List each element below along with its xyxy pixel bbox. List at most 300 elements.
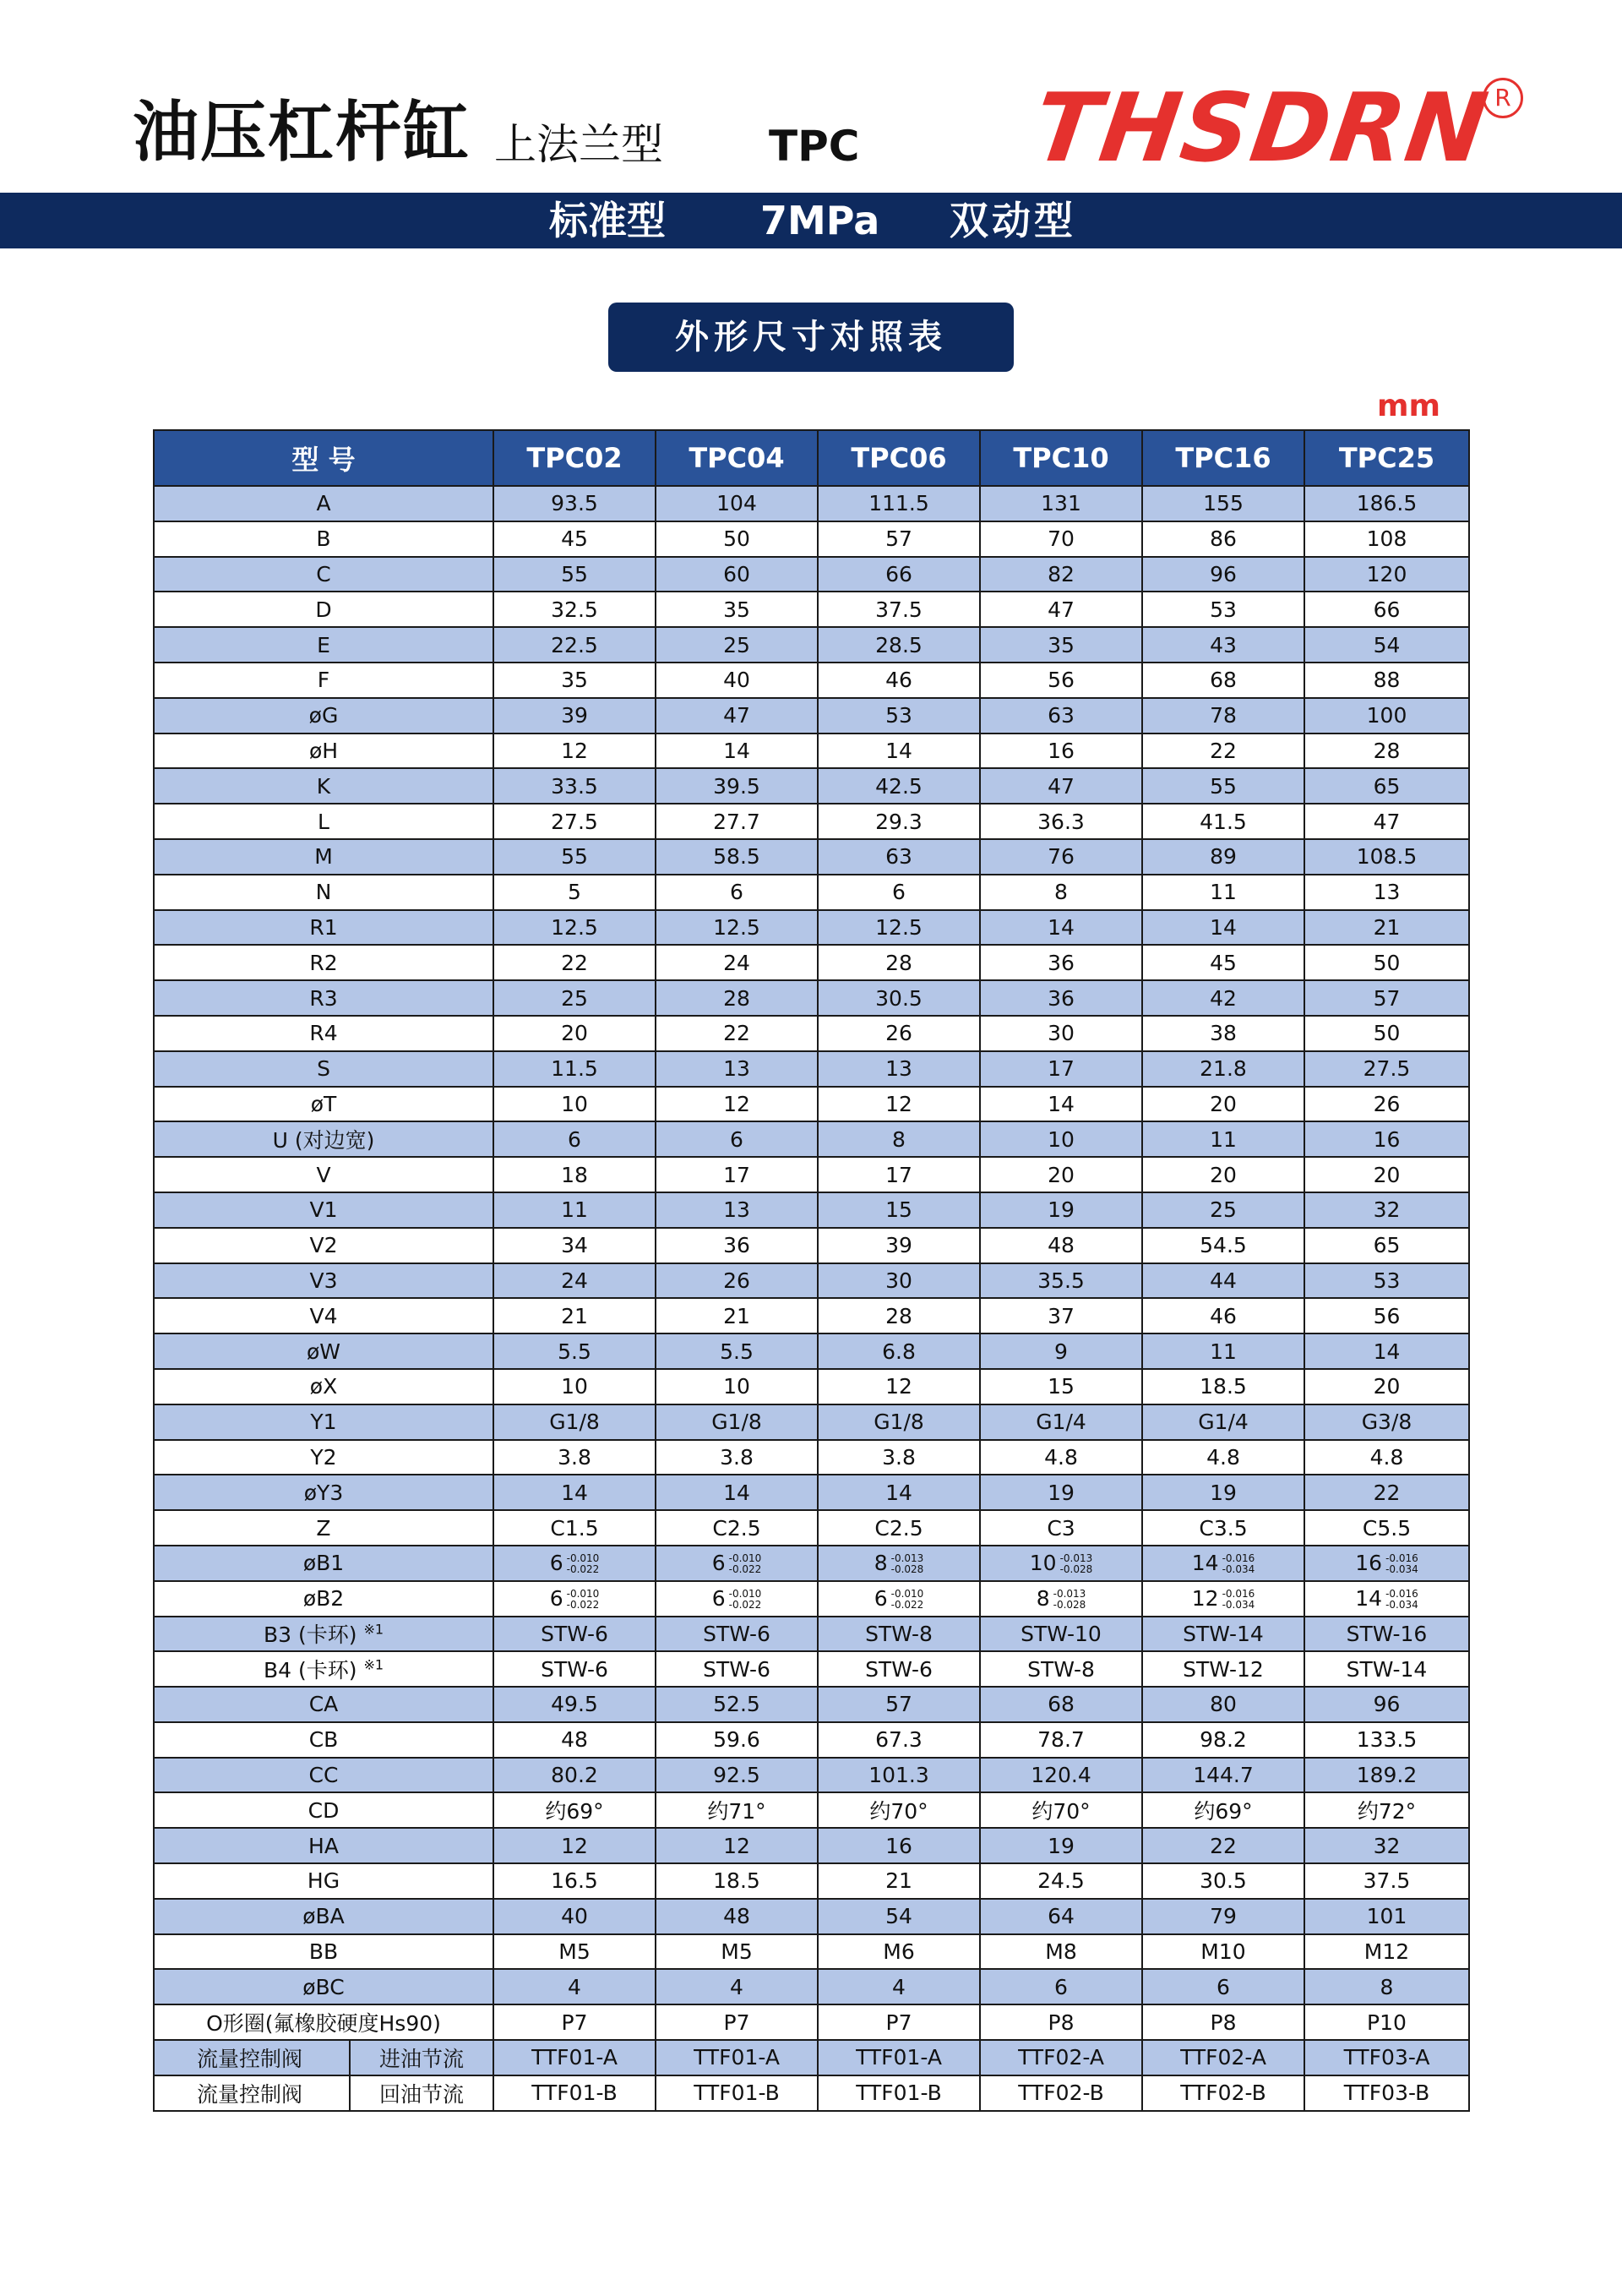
table-row [154, 1617, 1469, 1652]
table-cell: 70 [980, 521, 1142, 557]
table-cell: 20 [980, 1157, 1142, 1192]
table-cell: 28 [1304, 734, 1469, 769]
table-cell [656, 1581, 818, 1617]
table-cell: 28 [656, 980, 818, 1016]
tolerance-lower: -0.028 [890, 1563, 924, 1576]
table-cell: TTF01-B [493, 2075, 656, 2111]
row-label-text: L [318, 809, 329, 834]
cell-value: 10 [1029, 1551, 1057, 1576]
row-label: 流量控制阀 [154, 2075, 350, 2111]
table-cell: 36 [980, 980, 1142, 1016]
table-cell [980, 1581, 1142, 1617]
row-label-text: F [317, 668, 330, 693]
table-cell: 28 [818, 1298, 980, 1333]
table-cell: 49.5 [493, 1687, 656, 1722]
table-cell: 42 [1142, 980, 1304, 1016]
tolerance-lower: -0.034 [1385, 1599, 1418, 1612]
table-row [154, 1722, 1469, 1758]
table-cell: 65 [1304, 1228, 1469, 1263]
table-cell: 92.5 [656, 1758, 818, 1793]
table-cell: 17 [980, 1051, 1142, 1087]
table-row [154, 663, 1469, 698]
row-label-text: V2 [309, 1233, 338, 1258]
table-cell: STW-16 [1304, 1617, 1469, 1652]
table-cell: 3.8 [656, 1440, 818, 1475]
table-cell: 11 [493, 1192, 656, 1228]
row-label [154, 1687, 493, 1722]
product-code: TPC [769, 122, 860, 171]
table-cell: 19 [980, 1192, 1142, 1228]
row-label [154, 1934, 493, 1970]
table-cell: 11 [1142, 1333, 1304, 1369]
table-cell: 25 [1142, 1192, 1304, 1228]
tolerance-lower: -0.022 [728, 1599, 762, 1612]
row-label [154, 1828, 493, 1863]
row-label [154, 1651, 493, 1687]
table-title: 外形尺寸对照表 [608, 303, 1014, 372]
band-action: 双动型 [950, 198, 1076, 243]
tolerance-lower: -0.028 [1059, 1563, 1093, 1576]
table-cell: TTF01-B [818, 2075, 980, 2111]
table-cell: 24 [656, 945, 818, 980]
tolerance-lower: -0.034 [1385, 1563, 1418, 1576]
table-cell [818, 1581, 980, 1617]
row-label [154, 875, 493, 910]
row-label-text: A [316, 491, 331, 516]
table-cell: 19 [980, 1828, 1142, 1863]
page-title: 油压杠杆缸 [133, 95, 471, 171]
table-cell: 14 [656, 734, 818, 769]
row-label-text: S [317, 1056, 330, 1082]
table-cell: 14 [1304, 1333, 1469, 1369]
table-cell: 58.5 [656, 839, 818, 875]
table-cell: 6 [656, 875, 818, 910]
table-cell: 41.5 [1142, 804, 1304, 839]
table-cell: 20 [1304, 1369, 1469, 1404]
table-cell: C3 [980, 1510, 1142, 1546]
table-cell: 56 [1304, 1298, 1469, 1333]
table-cell: P7 [656, 2004, 818, 2040]
row-label [154, 1792, 493, 1828]
row-label-text: HG [307, 1868, 340, 1894]
table-cell: TTF01-A [493, 2040, 656, 2075]
table-cell: 11.5 [493, 1051, 656, 1087]
table-cell: 50 [1304, 1016, 1469, 1051]
table-cell: 14 [980, 910, 1142, 946]
table-cell: 30 [818, 1263, 980, 1299]
row-label-text: CC [308, 1763, 339, 1788]
tolerance-lower: -0.022 [566, 1563, 600, 1576]
table-cell: 11 [1142, 1121, 1304, 1157]
table-cell: 29.3 [818, 804, 980, 839]
tolerance [1385, 1589, 1418, 1611]
table-cell: 4.8 [980, 1440, 1142, 1475]
table-cell: STW-6 [818, 1651, 980, 1687]
table-cell: 186.5 [1304, 486, 1469, 521]
row-label-text: V3 [309, 1268, 338, 1293]
row-label-text: HA [308, 1833, 339, 1858]
table-row [154, 980, 1469, 1016]
table-cell: P7 [493, 2004, 656, 2040]
table-row [154, 1121, 1469, 1157]
table-cell: 55 [1142, 768, 1304, 804]
row-label-note: ※1 [363, 1656, 384, 1673]
table-row [154, 1157, 1469, 1192]
table-cell: 80.2 [493, 1758, 656, 1793]
table-cell: 26 [1304, 1087, 1469, 1122]
tolerance-lower: -0.022 [566, 1599, 600, 1612]
table-cell: 37.5 [818, 592, 980, 627]
table-cell: TTF01-A [656, 2040, 818, 2075]
table-row [154, 2075, 1469, 2111]
table-cell: G1/8 [656, 1404, 818, 1440]
header-tpc04: TPC04 [656, 430, 818, 486]
tolerance-upper: -0.010 [566, 1588, 600, 1601]
table-cell: 26 [818, 1016, 980, 1051]
row-label-text: øW [306, 1339, 340, 1364]
table-cell: 64 [980, 1899, 1142, 1934]
table-cell: 24 [493, 1263, 656, 1299]
table-cell: 19 [980, 1475, 1142, 1510]
table-cell [1304, 1581, 1469, 1617]
table-cell: 46 [1142, 1298, 1304, 1333]
spec-band [0, 193, 1622, 248]
table-cell: 18.5 [1142, 1369, 1304, 1404]
table-cell: 11 [1142, 875, 1304, 910]
table-cell: 104 [656, 486, 818, 521]
table-cell: 47 [656, 698, 818, 734]
table-cell: 47 [980, 592, 1142, 627]
cell-value: 6 [549, 1586, 563, 1612]
table-cell: 6 [493, 1121, 656, 1157]
table-cell: 98.2 [1142, 1722, 1304, 1758]
row-label [154, 980, 493, 1016]
row-label-text: B4 (卡环) [263, 1658, 357, 1683]
tolerance-lower: -0.028 [1053, 1599, 1086, 1612]
row-label [154, 910, 493, 946]
table-cell: C2.5 [656, 1510, 818, 1546]
row-label-text: øBA [302, 1904, 345, 1929]
row-label-text: N [315, 880, 332, 905]
table-cell [818, 1546, 980, 1581]
band-type: 标准型 [549, 198, 666, 243]
table-row [154, 1440, 1469, 1475]
table-cell: 5.5 [656, 1333, 818, 1369]
tolerance [567, 1589, 600, 1611]
row-label [154, 1899, 493, 1934]
table-cell: 12 [656, 1828, 818, 1863]
table-row [154, 1969, 1469, 2004]
table-row [154, 698, 1469, 734]
table-cell: 100 [1304, 698, 1469, 734]
table-cell [1304, 1546, 1469, 1581]
table-cell: 17 [656, 1157, 818, 1192]
table-cell: 18.5 [656, 1863, 818, 1899]
row-label [154, 1969, 493, 2004]
table-cell: 59.6 [656, 1722, 818, 1758]
table-cell: 43 [1142, 627, 1304, 663]
table-cell: P8 [980, 2004, 1142, 2040]
table-cell: 6 [818, 875, 980, 910]
table-cell: 13 [656, 1051, 818, 1087]
table-cell: G3/8 [1304, 1404, 1469, 1440]
table-cell: 约70° [980, 1792, 1142, 1828]
table-cell: 14 [980, 1087, 1142, 1122]
row-sublabel: 进油节流 [350, 2040, 493, 2075]
table-row [154, 1687, 1469, 1722]
table-cell: P10 [1304, 2004, 1469, 2040]
table-cell: 16 [1304, 1121, 1469, 1157]
table-cell: 20 [1304, 1157, 1469, 1192]
row-label-text: Y2 [310, 1444, 337, 1470]
header-tpc25: TPC25 [1304, 430, 1469, 486]
cell-value: 6 [711, 1551, 726, 1576]
table-row [154, 2040, 1469, 2075]
table-cell: 36 [980, 945, 1142, 980]
page-subtitle: 上法兰型 [494, 120, 663, 169]
row-label [154, 521, 493, 557]
table-cell: 33.5 [493, 768, 656, 804]
table-cell: 26 [656, 1263, 818, 1299]
row-label-text: R1 [309, 914, 338, 940]
table-cell: 60 [656, 557, 818, 592]
tolerance-upper: -0.016 [1385, 1552, 1418, 1565]
table-cell: 5 [493, 875, 656, 910]
cell-value: 8 [1036, 1586, 1050, 1612]
table-cell: 96 [1142, 557, 1304, 592]
table-cell: 78 [1142, 698, 1304, 734]
row-label-text: M [314, 844, 333, 870]
table-cell: STW-8 [980, 1651, 1142, 1687]
row-label [154, 1333, 493, 1369]
table-cell: 15 [818, 1192, 980, 1228]
row-label-text: K [316, 773, 331, 799]
table-cell: 86 [1142, 521, 1304, 557]
table-cell: 76 [980, 839, 1142, 875]
table-cell: 96 [1304, 1687, 1469, 1722]
table-cell: STW-6 [656, 1617, 818, 1652]
table-cell: 48 [980, 1228, 1142, 1263]
row-label-text: R3 [309, 985, 338, 1011]
table-cell: 120.4 [980, 1758, 1142, 1793]
tolerance-upper: -0.013 [890, 1552, 924, 1565]
table-cell: 57 [818, 521, 980, 557]
cell-value: 8 [874, 1551, 888, 1576]
table-cell: 50 [1304, 945, 1469, 980]
table-cell: M8 [980, 1934, 1142, 1970]
row-label: 流量控制阀 [154, 2040, 350, 2075]
table-cell: TTF01-A [818, 2040, 980, 2075]
table-cell: 39 [818, 1228, 980, 1263]
table-cell: M10 [1142, 1934, 1304, 1970]
table-cell: TTF02-A [980, 2040, 1142, 2075]
table-cell: 44 [1142, 1263, 1304, 1299]
table-cell: 39.5 [656, 768, 818, 804]
table-cell: 4.8 [1142, 1440, 1304, 1475]
table-cell: 80 [1142, 1687, 1304, 1722]
table-row [154, 1192, 1469, 1228]
table-row [154, 945, 1469, 980]
row-label [154, 839, 493, 875]
table-cell: 48 [493, 1722, 656, 1758]
table-cell: 20 [1142, 1087, 1304, 1122]
table-row [154, 1792, 1469, 1828]
table-cell: 16 [818, 1828, 980, 1863]
table-cell: 15 [980, 1369, 1142, 1404]
row-label-text: øH [308, 738, 339, 763]
band-pressure: 7MPa [760, 198, 880, 243]
table-cell: 10 [656, 1369, 818, 1404]
table-cell: 24.5 [980, 1863, 1142, 1899]
table-cell: 111.5 [818, 486, 980, 521]
row-label [154, 1546, 493, 1581]
cell-value: 6 [549, 1551, 563, 1576]
table-cell: 30.5 [818, 980, 980, 1016]
table-cell: 56 [980, 663, 1142, 698]
row-label-text: E [317, 632, 330, 657]
table-row [154, 592, 1469, 627]
table-cell: 38 [1142, 1016, 1304, 1051]
row-label-text: R2 [309, 950, 338, 975]
row-label-text: øB2 [302, 1586, 345, 1612]
table-cell: 55 [493, 839, 656, 875]
table-cell: 54 [1304, 627, 1469, 663]
tolerance-upper: -0.013 [1053, 1588, 1086, 1601]
row-label-text: D [315, 597, 332, 622]
table-cell: 68 [1142, 663, 1304, 698]
table-row [154, 1263, 1469, 1299]
table-cell: STW-6 [493, 1651, 656, 1687]
tolerance-lower: -0.022 [728, 1563, 762, 1576]
table-cell: 12 [818, 1087, 980, 1122]
table-cell: P8 [1142, 2004, 1304, 2040]
table-cell: 48 [656, 1899, 818, 1934]
table-cell: 14 [818, 1475, 980, 1510]
table-cell: 55 [493, 557, 656, 592]
table-cell: 10 [980, 1121, 1142, 1157]
tolerance [1222, 1589, 1255, 1611]
table-cell: 25 [656, 627, 818, 663]
cell-value: 16 [1355, 1551, 1383, 1576]
table-cell [493, 1546, 656, 1581]
table-cell: 6 [656, 1121, 818, 1157]
table-row [154, 1051, 1469, 1087]
table-cell: 101.3 [818, 1758, 980, 1793]
row-label [154, 1404, 493, 1440]
table-row [154, 1298, 1469, 1333]
table-cell: 6 [980, 1969, 1142, 2004]
table-cell: 35 [493, 663, 656, 698]
tolerance [1053, 1589, 1086, 1611]
table-cell: 88 [1304, 663, 1469, 698]
table-row [154, 1369, 1469, 1404]
table-cell: 17 [818, 1157, 980, 1192]
table-cell: 4 [656, 1969, 818, 2004]
table-row [154, 1404, 1469, 1440]
table-cell: 12 [493, 1828, 656, 1863]
table-cell: 12 [493, 734, 656, 769]
table-cell: 30.5 [1142, 1863, 1304, 1899]
row-label [154, 1157, 493, 1192]
table-cell: 22 [1142, 734, 1304, 769]
table-cell: 5.5 [493, 1333, 656, 1369]
table-cell: 53 [818, 698, 980, 734]
table-row [154, 1934, 1469, 1970]
tolerance-upper: -0.010 [890, 1588, 924, 1601]
table-row [154, 486, 1469, 521]
table-cell: 14 [493, 1475, 656, 1510]
table-cell: 32.5 [493, 592, 656, 627]
table-cell: 14 [656, 1475, 818, 1510]
table-cell: 13 [818, 1051, 980, 1087]
table-row [154, 1546, 1469, 1581]
row-label [154, 1016, 493, 1051]
table-cell: 32 [1304, 1828, 1469, 1863]
table-cell: 28.5 [818, 627, 980, 663]
row-label-text: R4 [309, 1021, 338, 1046]
table-cell: 46 [818, 663, 980, 698]
table-row [154, 804, 1469, 839]
table-cell: TTF02-B [980, 2075, 1142, 2111]
table-cell: 50 [656, 521, 818, 557]
cell-value: 6 [874, 1586, 888, 1612]
row-label [154, 1617, 493, 1652]
tolerance-upper: -0.016 [1385, 1588, 1418, 1601]
table-cell: 54 [818, 1899, 980, 1934]
row-label-text: B [316, 526, 331, 552]
table-row [154, 1863, 1469, 1899]
tolerance [891, 1553, 924, 1575]
tolerance-upper: -0.010 [566, 1552, 600, 1565]
row-label [154, 804, 493, 839]
tolerance-lower: -0.034 [1222, 1599, 1255, 1612]
table-cell: 16 [980, 734, 1142, 769]
table-row [154, 627, 1469, 663]
table-cell [1142, 1546, 1304, 1581]
table-cell: 78.7 [980, 1722, 1142, 1758]
row-label [154, 1087, 493, 1122]
table-cell: 79 [1142, 1899, 1304, 1934]
table-cell: STW-8 [818, 1617, 980, 1652]
tolerance-upper: -0.010 [728, 1588, 762, 1601]
table-cell: G1/4 [980, 1404, 1142, 1440]
table-cell: 22.5 [493, 627, 656, 663]
table-cell [1142, 1581, 1304, 1617]
table-cell: 21 [1304, 910, 1469, 946]
table-cell: 93.5 [493, 486, 656, 521]
row-label-text: V4 [309, 1303, 338, 1328]
table-cell: M6 [818, 1934, 980, 1970]
table-cell: 22 [493, 945, 656, 980]
table-row [154, 734, 1469, 769]
table-cell: 37 [980, 1298, 1142, 1333]
table-cell: 21 [656, 1298, 818, 1333]
table-cell: 6.8 [818, 1333, 980, 1369]
table-cell: 13 [1304, 875, 1469, 910]
table-cell: 68 [980, 1687, 1142, 1722]
table-cell: C1.5 [493, 1510, 656, 1546]
table-cell: 57 [818, 1687, 980, 1722]
tolerance [729, 1589, 762, 1611]
row-label [154, 1510, 493, 1546]
row-label [154, 1475, 493, 1510]
table-cell: 67.3 [818, 1722, 980, 1758]
row-label-text: øG [308, 703, 339, 728]
table-cell: 54.5 [1142, 1228, 1304, 1263]
table-row [154, 1510, 1469, 1546]
table-cell: 82 [980, 557, 1142, 592]
row-label [154, 1121, 493, 1157]
